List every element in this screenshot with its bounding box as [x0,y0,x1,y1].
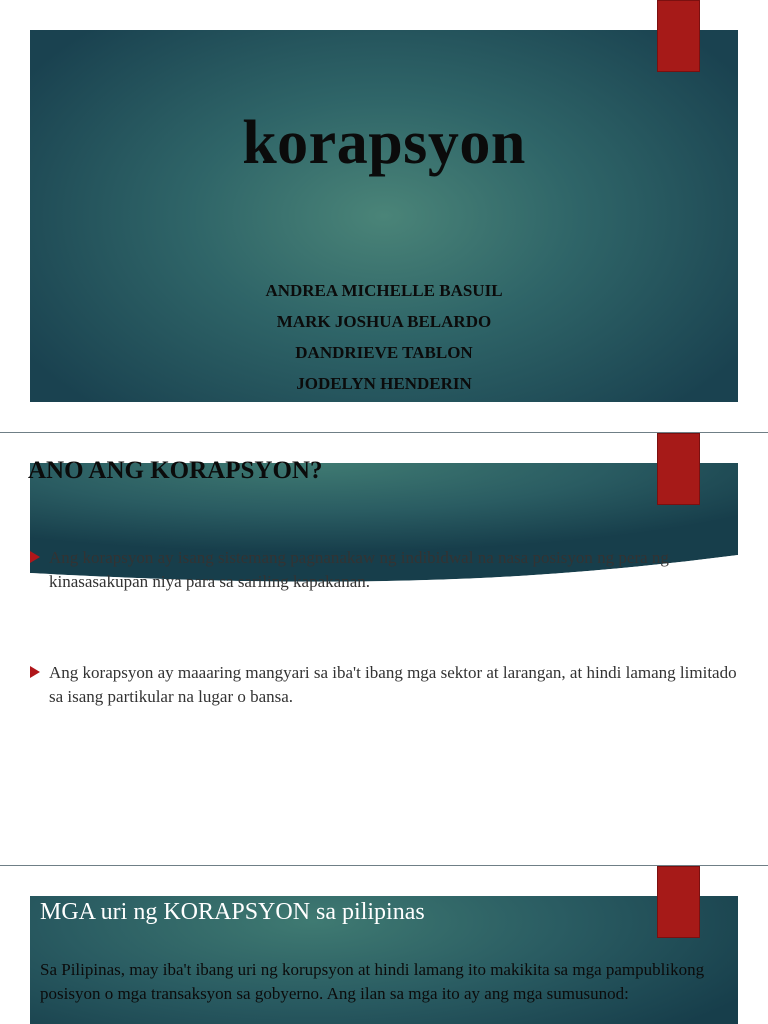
author-name: JODELYN HENDERIN [296,374,472,393]
author-list [30,279,738,403]
title-slide [0,0,768,432]
bookmark-ribbon-icon [657,866,700,938]
author-name: MARK JOSHUA BELARDO [276,312,492,331]
slide-heading: ANO ANG KORAPSYON? [28,457,323,484]
slide-heading: MGA uri ng KORAPSYON sa pilipinas [40,899,425,925]
bullet-arrow-icon [30,551,40,563]
bullet-text: Ang korapsyon ay isang sistemang pagnanakaw ng indibidwal na nasa posisyon ng pera ng kinasasakupan niya para sa sariling kapakanan. [49,548,669,591]
author-name: DANDRIEVE TABLON [295,343,473,362]
bullet-arrow-icon [30,666,40,678]
bullet-text: Ang korapsyon ay maaaring mangyari sa iba't ibang mga sektor at larangan, at hindi lamang limitado sa isang partikular na lugar o bansa. [49,663,737,706]
types-slide [0,866,768,1024]
slide-title: korapsyon [242,109,526,177]
list-item [30,546,750,594]
definition-slide [0,433,768,865]
bookmark-ribbon-icon [657,0,700,72]
author-name: ANDREA MICHELLE BASUIL [265,281,503,300]
slide-body-text: Sa Pilipinas, may iba't ibang uri ng korupsyon at hindi lamang ito makikita sa mga pampublikong posisyon o mga transaksyon sa gobyerno. Ang ilan sa mga ito ay ang mga sumusunod: [40,960,705,1003]
bookmark-ribbon-icon [657,433,700,505]
list-item [30,661,750,709]
